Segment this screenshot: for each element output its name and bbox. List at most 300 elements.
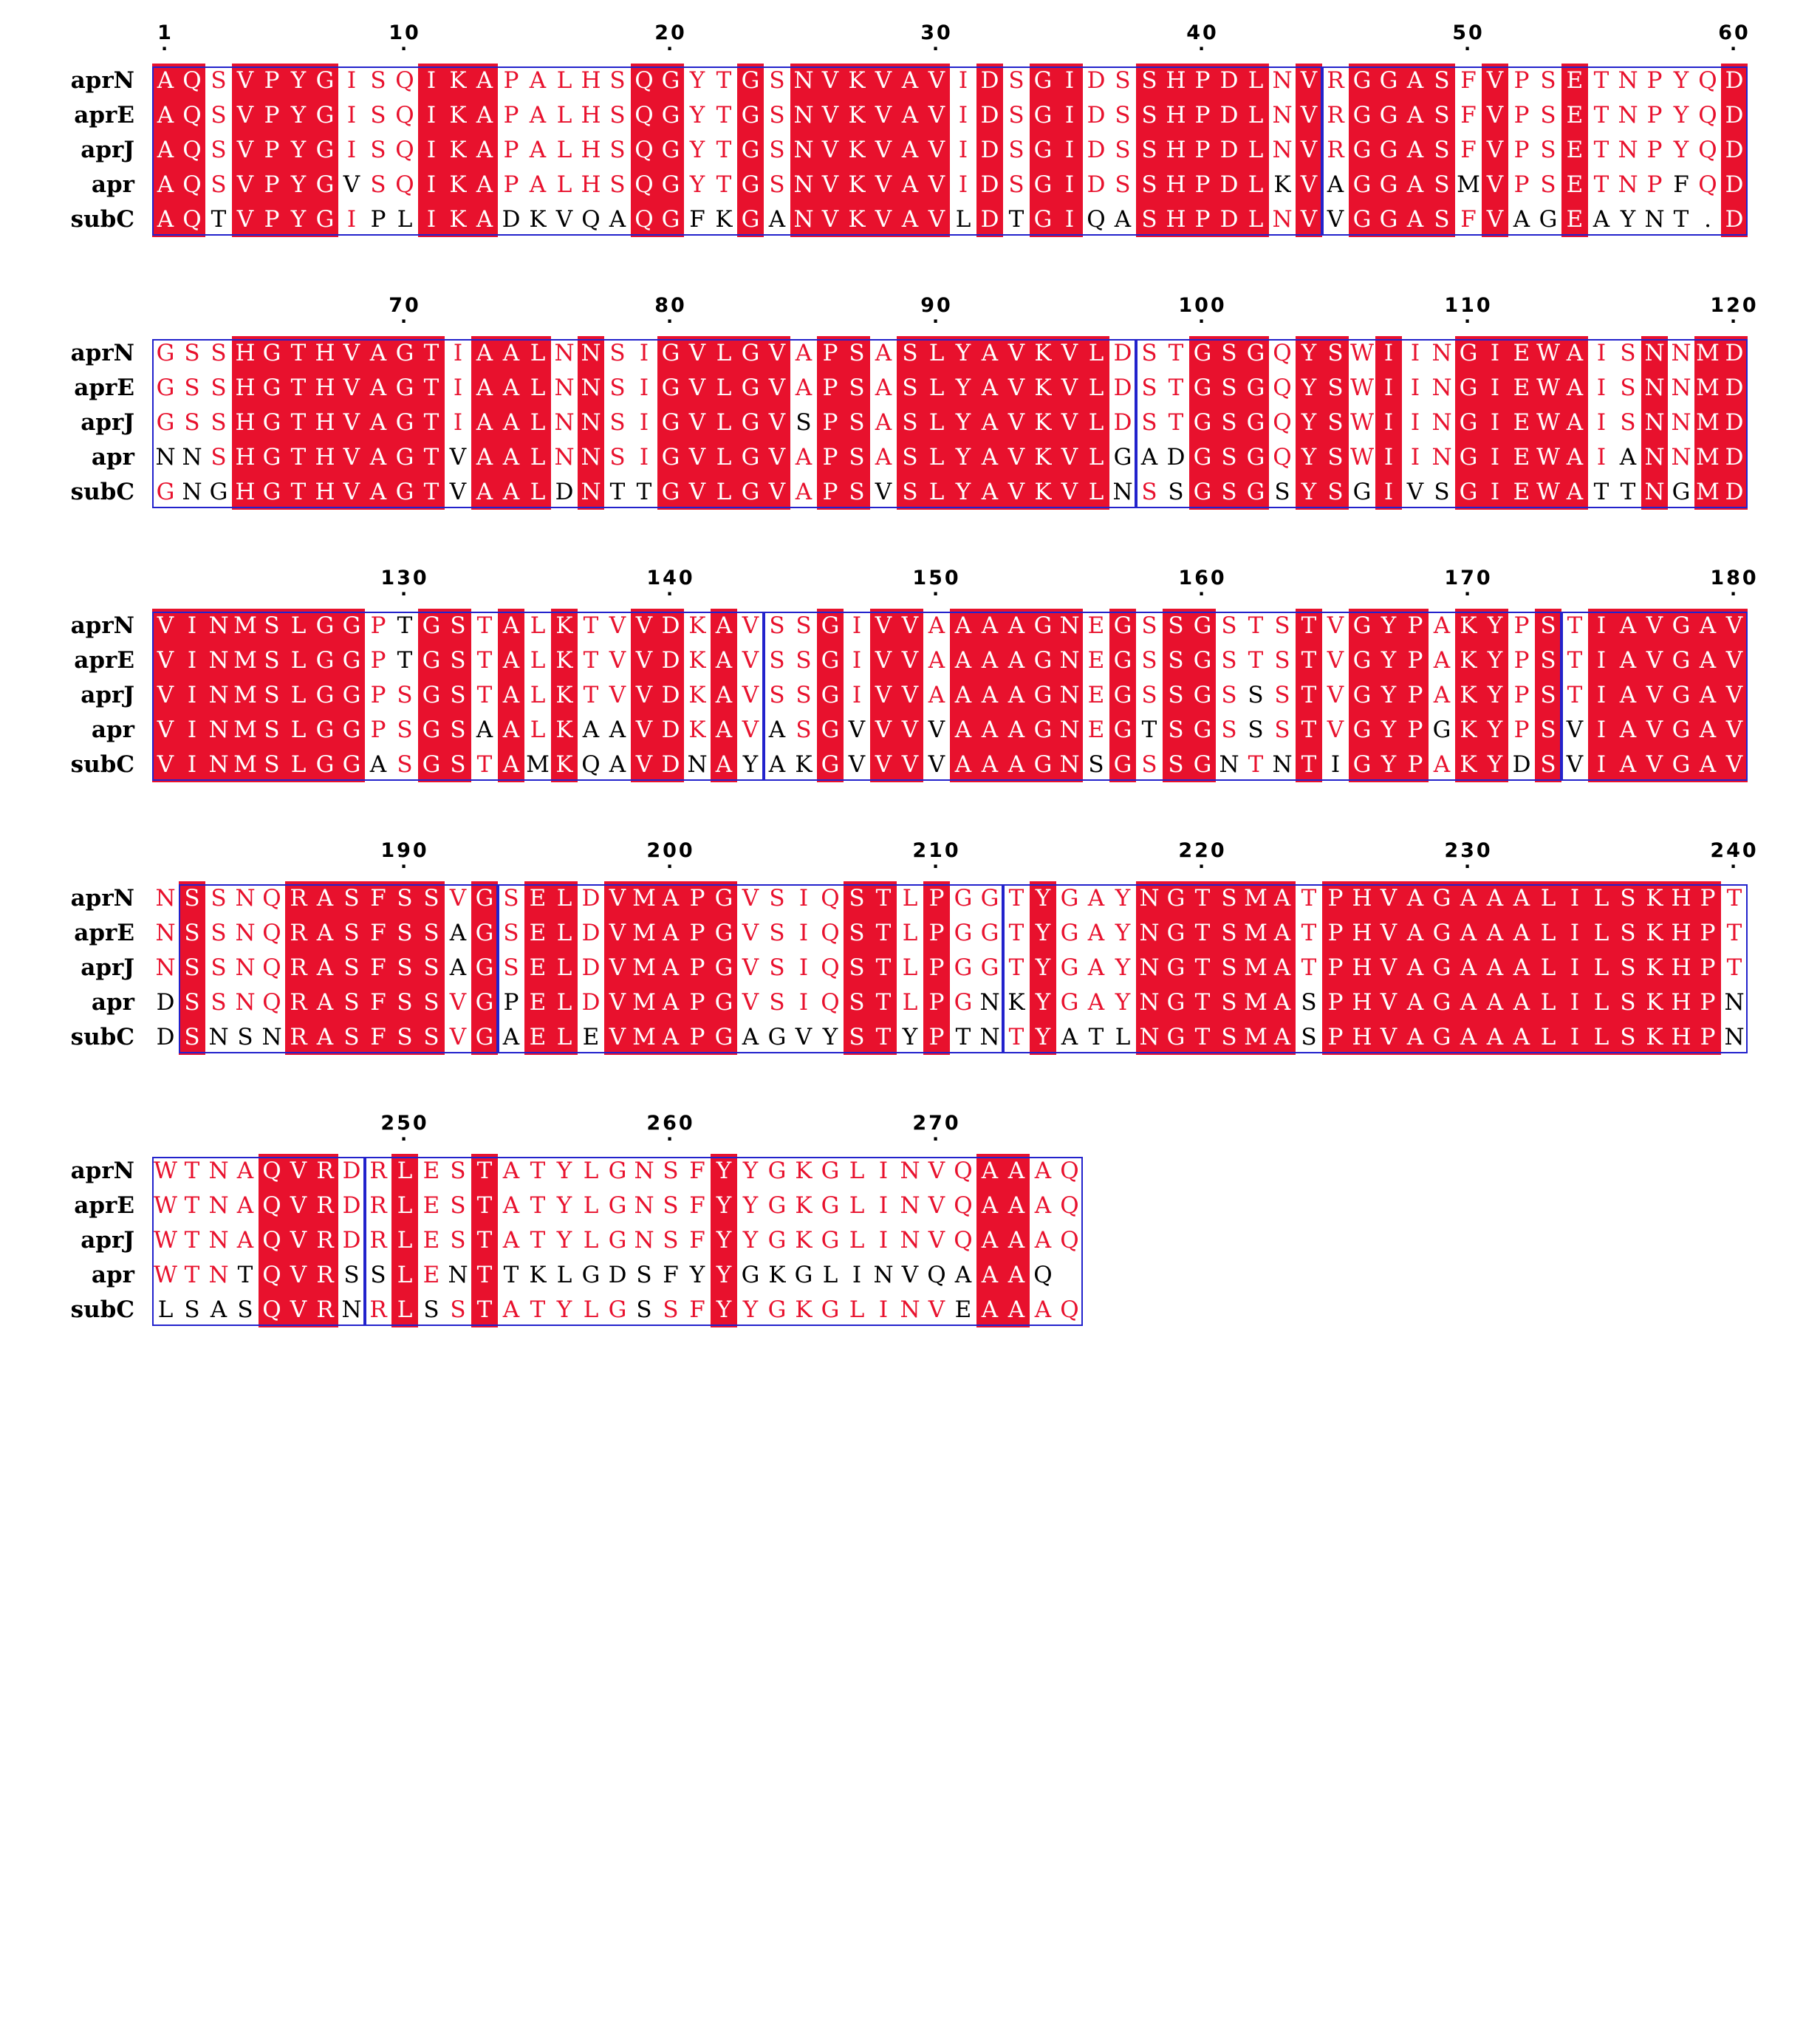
- residue: A: [976, 678, 1003, 713]
- residue: N: [1618, 137, 1638, 163]
- residue: G: [1030, 98, 1056, 133]
- residue: Y: [742, 1227, 759, 1254]
- residue: Q: [631, 133, 657, 168]
- residue: H: [1668, 1020, 1694, 1055]
- residue: L: [397, 206, 413, 233]
- residue: I: [878, 1296, 889, 1323]
- residue: G: [817, 748, 844, 782]
- alignment-row: [0, 64, 1820, 98]
- residue: P: [1189, 64, 1216, 98]
- residue: G: [1349, 202, 1375, 237]
- residue: T: [530, 1158, 546, 1184]
- ruler-tick-mark: ·: [400, 1129, 410, 1149]
- residue: M: [1242, 1020, 1269, 1055]
- residue: E: [1561, 133, 1588, 168]
- residue: V: [604, 881, 631, 916]
- residue: G: [1455, 406, 1482, 440]
- residue: S: [1301, 989, 1317, 1016]
- residue: T: [1189, 1020, 1216, 1055]
- residue: F: [689, 1192, 705, 1219]
- residue: D: [581, 885, 601, 912]
- residue: A: [582, 717, 600, 743]
- residue: G: [1030, 133, 1056, 168]
- residue: W: [1350, 444, 1374, 471]
- residue: S: [391, 985, 418, 1020]
- residue: A: [498, 748, 524, 782]
- residue: S: [1221, 682, 1237, 708]
- residue: T: [530, 1296, 546, 1323]
- residue: E: [524, 1020, 551, 1055]
- residue: V: [742, 717, 759, 743]
- residue: T: [418, 371, 445, 406]
- residue: S: [450, 1296, 466, 1323]
- residue: L: [530, 647, 546, 674]
- residue: A: [1433, 647, 1451, 674]
- residue: E: [954, 1296, 972, 1323]
- sequence-residues: [152, 748, 1748, 782]
- residue: N: [1272, 206, 1293, 233]
- residue: A: [1482, 985, 1508, 1020]
- residue: Y: [689, 137, 705, 163]
- residue: V: [742, 612, 759, 639]
- residue: G: [418, 678, 445, 713]
- residue: A: [1003, 1223, 1030, 1258]
- residue: A: [152, 168, 179, 202]
- ruler-tick: [626, 294, 715, 332]
- residue: G: [1189, 713, 1216, 748]
- residue: V: [609, 612, 626, 639]
- residue: K: [715, 206, 733, 233]
- residue: A: [1087, 885, 1105, 912]
- residue: M: [1694, 371, 1721, 406]
- residue: Q: [1033, 1262, 1053, 1288]
- residue: E: [422, 1227, 440, 1254]
- residue: P: [1646, 67, 1663, 94]
- residue: V: [1056, 336, 1083, 371]
- ruler-tick-mark: ·: [1729, 311, 1739, 332]
- residue: P: [817, 336, 844, 371]
- residue: P: [1694, 951, 1721, 985]
- residue: S: [1216, 440, 1242, 475]
- residue: T: [1726, 954, 1742, 981]
- residue: G: [1030, 609, 1056, 643]
- residue: G: [1030, 168, 1056, 202]
- residue: E: [582, 1024, 600, 1050]
- residue: L: [902, 989, 918, 1016]
- residue: G: [1668, 643, 1694, 678]
- residue: P: [1513, 171, 1530, 198]
- residue: S: [1248, 717, 1264, 743]
- residue: A: [1561, 336, 1588, 371]
- ruler-tick-label: 130: [380, 567, 429, 589]
- residue: F: [689, 1296, 705, 1323]
- residue: H: [1349, 951, 1375, 985]
- residue: A: [1482, 951, 1508, 985]
- residue: G: [1189, 336, 1216, 371]
- residue: S: [1540, 137, 1556, 163]
- residue: E: [1508, 371, 1535, 406]
- residue: A: [1508, 951, 1535, 985]
- residue: T: [476, 682, 493, 708]
- residue: A: [1087, 989, 1105, 1016]
- residue: Y: [1620, 206, 1636, 233]
- residue: Y: [711, 1293, 737, 1327]
- residue: K: [1455, 713, 1482, 748]
- residue: G: [418, 609, 445, 643]
- alignment-row: [0, 475, 1820, 510]
- residue: K: [844, 64, 870, 98]
- residue: Y: [742, 1296, 759, 1323]
- residue: L: [285, 713, 312, 748]
- residue: G: [737, 133, 764, 168]
- residue: A: [875, 340, 892, 366]
- residue: Q: [631, 202, 657, 237]
- residue: V: [817, 168, 844, 202]
- residue: T: [1088, 1024, 1104, 1050]
- residue: T: [1008, 1024, 1024, 1050]
- residue: N: [900, 1227, 920, 1254]
- residue: S: [609, 375, 626, 401]
- residue: H: [1163, 168, 1189, 202]
- residue: G: [312, 609, 338, 643]
- residue: D: [1087, 67, 1106, 94]
- residue: M: [1694, 440, 1721, 475]
- sequence-residues: [152, 1293, 1083, 1327]
- residue: L: [1115, 1024, 1131, 1050]
- residue: E: [1508, 475, 1535, 510]
- residue: Q: [259, 1258, 285, 1293]
- residue: S: [1115, 137, 1131, 163]
- residue: H: [312, 440, 338, 475]
- ruler-tick: [360, 294, 449, 332]
- residue: S: [1216, 881, 1242, 916]
- residue: M: [1242, 916, 1269, 951]
- residue: I: [958, 102, 968, 129]
- residue: H: [1668, 916, 1694, 951]
- residue: Q: [821, 920, 840, 946]
- residue: V: [742, 885, 759, 912]
- sequence-name-label: apr: [91, 1262, 134, 1288]
- residue: L: [1535, 881, 1561, 916]
- residue: V: [1056, 406, 1083, 440]
- residue: G: [312, 64, 338, 98]
- residue: R: [1327, 137, 1344, 163]
- residue: H: [1349, 985, 1375, 1020]
- alignment-block: [0, 1112, 1820, 1327]
- residue: D: [976, 64, 1003, 98]
- residue: G: [980, 885, 999, 912]
- residue: A: [950, 713, 976, 748]
- residue: I: [346, 137, 357, 163]
- residue: S: [211, 375, 227, 401]
- residue: A: [152, 133, 179, 168]
- residue: H: [312, 475, 338, 510]
- sequence-name-label: aprJ: [81, 1227, 134, 1254]
- residue: S: [1434, 479, 1450, 505]
- residue: A: [498, 475, 524, 510]
- residue: G: [1242, 371, 1269, 406]
- residue: D: [342, 1158, 361, 1184]
- residue: S: [609, 444, 626, 471]
- residue: S: [1163, 748, 1189, 782]
- residue: N: [790, 64, 817, 98]
- residue: A: [976, 643, 1003, 678]
- residue: H: [1668, 951, 1694, 985]
- residue: E: [1561, 202, 1588, 237]
- residue: A: [236, 1158, 254, 1184]
- residue: A: [976, 1189, 1003, 1223]
- residue: S: [1141, 375, 1157, 401]
- residue: G: [1375, 64, 1402, 98]
- residue: Y: [711, 1189, 737, 1223]
- residue: A: [1513, 206, 1530, 233]
- residue: G: [1189, 678, 1216, 713]
- residue: L: [1535, 916, 1561, 951]
- residue: S: [503, 885, 519, 912]
- residue: S: [897, 440, 923, 475]
- residue: S: [769, 920, 785, 946]
- residue: P: [1513, 102, 1530, 129]
- residue: S: [1008, 171, 1024, 198]
- residue: G: [1429, 1020, 1455, 1055]
- residue: F: [365, 985, 391, 1020]
- residue: S: [1429, 64, 1455, 98]
- ruler-tick-label: 150: [912, 567, 961, 589]
- residue: N: [634, 1227, 654, 1254]
- residue: K: [551, 609, 578, 643]
- ruler-tick-mark: ·: [931, 584, 942, 604]
- residue: K: [445, 168, 471, 202]
- ruler-tick-label: 240: [1710, 839, 1759, 862]
- ruler-tick: [1424, 294, 1513, 332]
- sequence-name-label: apr: [91, 717, 134, 743]
- residue: A: [502, 1227, 520, 1254]
- residue: V: [1375, 985, 1402, 1020]
- residue: Q: [1060, 1227, 1079, 1254]
- residue: A: [1003, 1293, 1030, 1327]
- residue: N: [1272, 751, 1293, 778]
- residue: V: [684, 440, 711, 475]
- residue: L: [583, 1158, 599, 1184]
- ruler-tick-mark: ·: [400, 38, 410, 59]
- residue: S: [1136, 202, 1163, 237]
- residue: A: [976, 406, 1003, 440]
- residue: N: [1136, 916, 1163, 951]
- alignment-row: [0, 202, 1820, 237]
- ruler-tick: [892, 1112, 981, 1149]
- residue: N: [205, 643, 232, 678]
- residue: I: [1482, 371, 1508, 406]
- residue: T: [418, 406, 445, 440]
- residue: G: [1030, 64, 1056, 98]
- residue: I: [878, 1192, 889, 1219]
- residue: G: [1189, 475, 1216, 510]
- residue: Q: [581, 206, 601, 233]
- residue: W: [1350, 375, 1374, 401]
- residue: G: [657, 168, 684, 202]
- residue: T: [870, 985, 897, 1020]
- residue: P: [923, 985, 950, 1020]
- residue: M: [1242, 951, 1269, 985]
- residue: K: [1030, 371, 1056, 406]
- residue: M: [1242, 985, 1269, 1020]
- residue: S: [636, 1296, 652, 1323]
- alignment-row: [0, 609, 1820, 643]
- residue: S: [1136, 168, 1163, 202]
- residue: P: [684, 881, 711, 916]
- residue: Y: [1375, 748, 1402, 782]
- residue: S: [503, 920, 519, 946]
- residue: S: [259, 678, 285, 713]
- residue: G: [657, 371, 684, 406]
- residue: T: [418, 440, 445, 475]
- residue: T: [1008, 206, 1024, 233]
- residue: G: [1349, 168, 1375, 202]
- residue: T: [397, 612, 413, 639]
- residue: I: [453, 409, 463, 436]
- residue: A: [742, 1024, 759, 1050]
- residue: Q: [179, 168, 205, 202]
- residue: V: [848, 717, 866, 743]
- residue: V: [609, 647, 626, 674]
- residue: G: [657, 475, 684, 510]
- residue: K: [551, 748, 578, 782]
- residue: I: [798, 989, 809, 1016]
- residue: G: [711, 951, 737, 985]
- residue: N: [1618, 171, 1638, 198]
- residue: V: [870, 64, 897, 98]
- residue: Y: [1115, 920, 1131, 946]
- alignment-row: [0, 440, 1820, 475]
- ruler-tick-mark: ·: [1197, 311, 1208, 332]
- residue: Y: [1296, 336, 1322, 371]
- residue: G: [737, 336, 764, 371]
- residue: T: [530, 1227, 546, 1254]
- residue: I: [1482, 406, 1508, 440]
- residue: Q: [1273, 409, 1292, 436]
- residue: M: [1694, 475, 1721, 510]
- residue: A: [471, 371, 498, 406]
- residue: R: [312, 1154, 338, 1189]
- residue: A: [1561, 475, 1588, 510]
- residue: V: [285, 1189, 312, 1223]
- residue: V: [604, 985, 631, 1020]
- residue: S: [1274, 612, 1290, 639]
- residue: A: [976, 336, 1003, 371]
- ruler-tick-mark: ·: [1197, 38, 1208, 59]
- residue: V: [631, 609, 657, 643]
- residue: N: [182, 444, 202, 471]
- residue: V: [1375, 916, 1402, 951]
- sequence-name-label: subC: [70, 206, 134, 233]
- residue: S: [796, 682, 812, 708]
- residue: N: [578, 336, 604, 371]
- residue: V: [1296, 133, 1322, 168]
- alignment-rows: [0, 881, 1820, 1055]
- residue: T: [716, 102, 732, 129]
- residue: S: [1141, 479, 1157, 505]
- residue: N: [900, 1296, 920, 1323]
- residue: K: [1455, 609, 1482, 643]
- residue: A: [897, 133, 923, 168]
- residue: T: [609, 479, 626, 505]
- residue: A: [950, 748, 976, 782]
- residue: G: [1109, 713, 1136, 748]
- residue: P: [817, 371, 844, 406]
- residue: I: [958, 137, 968, 163]
- residue: M: [631, 881, 657, 916]
- residue: K: [529, 1262, 547, 1288]
- residue: S: [1221, 717, 1237, 743]
- residue: V: [742, 989, 759, 1016]
- residue: I: [1588, 713, 1615, 748]
- residue: Y: [1673, 67, 1689, 94]
- residue: S: [370, 137, 386, 163]
- residue: G: [1429, 916, 1455, 951]
- residue: V: [449, 1024, 467, 1050]
- residue: S: [897, 371, 923, 406]
- residue: T: [583, 647, 599, 674]
- residue: S: [769, 682, 785, 708]
- residue: Q: [954, 1158, 973, 1184]
- residue: E: [1508, 406, 1535, 440]
- residue: N: [205, 678, 232, 713]
- residue: S: [237, 1024, 253, 1050]
- residue: A: [954, 1262, 972, 1288]
- residue: L: [524, 406, 551, 440]
- residue: N: [155, 954, 176, 981]
- residue: V: [817, 98, 844, 133]
- residue: S: [1615, 951, 1641, 985]
- residue: V: [285, 1258, 312, 1293]
- alignment-row: [0, 371, 1820, 406]
- residue: A: [152, 98, 179, 133]
- residue: S: [1216, 1020, 1242, 1055]
- residue: S: [1535, 713, 1561, 748]
- residue: S: [259, 748, 285, 782]
- residue: G: [259, 475, 285, 510]
- residue: R: [312, 1223, 338, 1258]
- residue: L: [822, 1262, 838, 1288]
- residue: A: [498, 371, 524, 406]
- residue: G: [259, 440, 285, 475]
- ruler-tick-label: 20: [654, 21, 687, 44]
- residue: V: [817, 202, 844, 237]
- residue: F: [365, 1020, 391, 1055]
- residue: E: [1087, 717, 1105, 743]
- residue: G: [338, 748, 365, 782]
- residue: V: [338, 336, 365, 371]
- residue: S: [338, 951, 365, 985]
- residue: N: [900, 1158, 920, 1184]
- ruler-tick: [892, 21, 981, 59]
- residue: H: [581, 171, 601, 198]
- residue: I: [418, 202, 445, 237]
- residue: T: [1301, 954, 1317, 981]
- residue: A: [1402, 985, 1429, 1020]
- residue: P: [1189, 202, 1216, 237]
- sequence-residues: [152, 64, 1748, 98]
- residue: D: [1721, 440, 1748, 475]
- residue: S: [1008, 137, 1024, 163]
- residue: I: [418, 64, 445, 98]
- residue: V: [232, 202, 259, 237]
- residue: Y: [285, 133, 312, 168]
- residue: P: [684, 951, 711, 985]
- residue: N: [1641, 336, 1668, 371]
- residue: V: [928, 751, 945, 778]
- residue: Q: [1060, 1158, 1079, 1184]
